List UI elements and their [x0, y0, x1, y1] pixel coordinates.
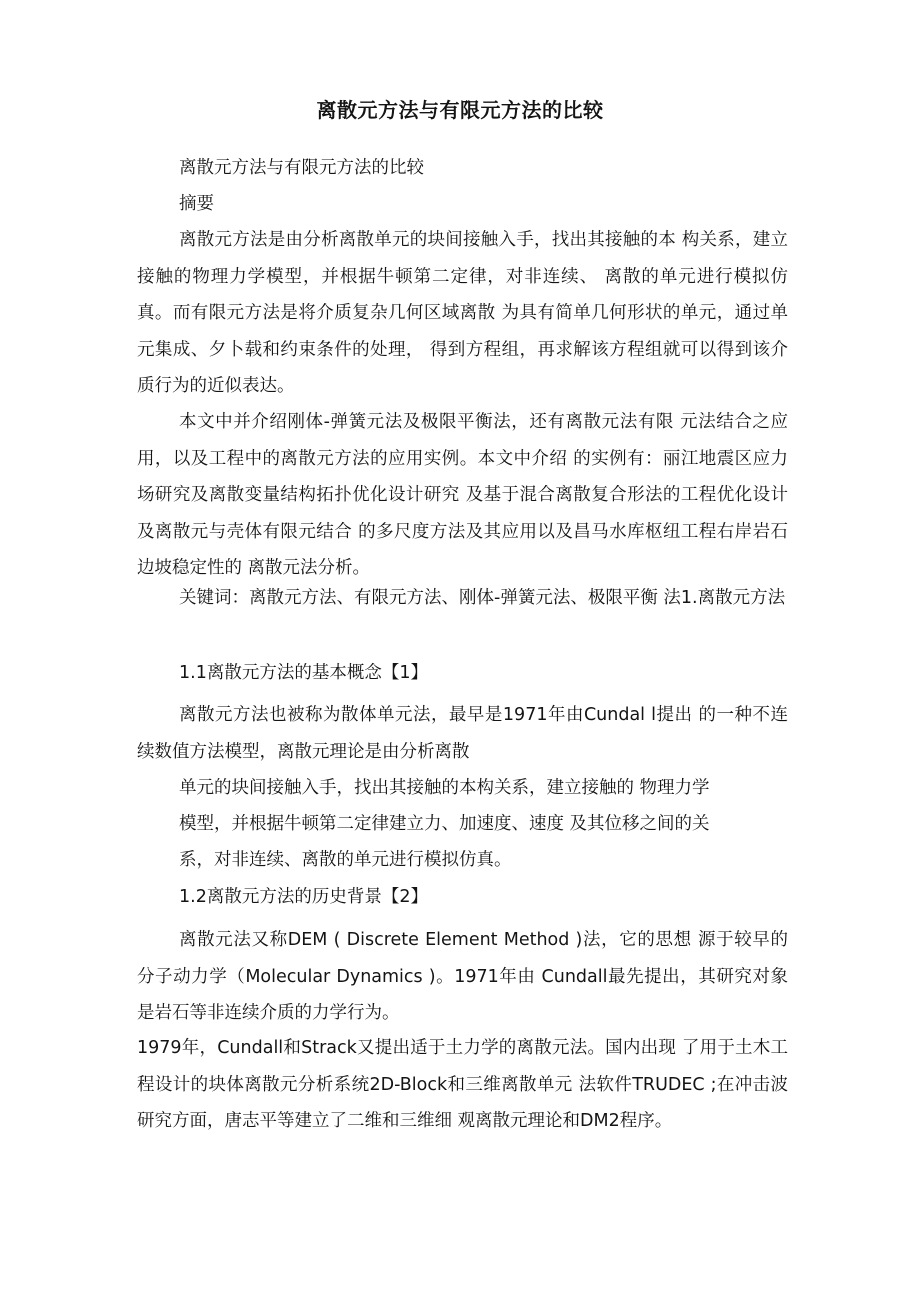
- section-1-2-paragraph-2: 1979年，Cundall和Strack又提出适于土力学的离散元法。国内出现 了用于土木工程设计的块体离散元分析系统2D-Block和三维离散单元 法软件TRUDEC ;在冲击波研究方面，唐志平等建立了二维和三维细 观离散元理论和DM2程序。: [137, 1038, 788, 1131]
- section-1-2-paragraph-1: 离散元法又称DEM ( Discrete Element Method )法，它的思想 源于较早的分子动力学（Molecular Dynamics )。1971年由 Cundall最先提出，其研究对象是岩石等非连续介质的力学行为。: [137, 930, 788, 1023]
- subtitle: 离散元方法与有限元方法的比较: [179, 158, 424, 178]
- section-1-1-heading: 1.1离散元方法的基本概念【1】: [179, 663, 428, 683]
- section-1-2-heading: 1.2离散元方法的历史背景【2】: [179, 887, 428, 907]
- section-1-1-paragraph-1: 离散元方法也被称为散体单元法，最早是1971年由Cundal l提出 的一种不连续数值方法模型，离散元理论是由分析离散: [137, 705, 788, 762]
- document-title: 离散元方法与有限元方法的比较: [316, 98, 604, 122]
- abstract-paragraph-1: 离散元方法是由分析离散单元的块间接触入手，找出其接触的本 构关系，建立接触的物理力学模型，并根据牛顿第二定律，对非连续、 离散的单元进行模拟仿真。而有限元方法是将介质复杂几何区域离散 为具有简单几何形状的单元，通过单元集成、夕卜载和约束条件的处理， 得到方程组，再求解该方程组就可以得到该介质行为的近似表达。: [137, 230, 788, 396]
- paragraph-line: 系，对非连续、离散的单元进行模拟仿真。: [179, 850, 512, 870]
- abstract-heading: 摘要: [179, 194, 214, 214]
- paragraph-line: 单元的块间接触入手，找出其接触的本构关系，建立接触的 物理力学: [179, 778, 710, 798]
- keywords-paragraph: 关键词：离散元方法、有限元方法、刚体-弹簧元法、极限平衡 法1.离散元方法: [179, 588, 786, 608]
- paragraph-line: 模型，并根据牛顿第二定律建立力、加速度、速度 及其位移之间的关: [179, 814, 710, 834]
- section-1-1-paragraph-2: [179, 770, 788, 880]
- abstract-paragraph-2: 本文中并介绍刚体-弹簧元法及极限平衡法，还有离散元法有限 元法结合之应用，以及工程中的离散元方法的应用实例。本文中介绍 的实例有：丽江地震区应力场研究及离散变量结构拓扑优化设计研究 及基于混合离散复合形法的工程优化设计及离散元与壳体有限元结合 的多尺度方法及其应用以及昌马水库枢纽工程右岸岩石边坡稳定性的 离散元法分析。: [137, 412, 788, 578]
